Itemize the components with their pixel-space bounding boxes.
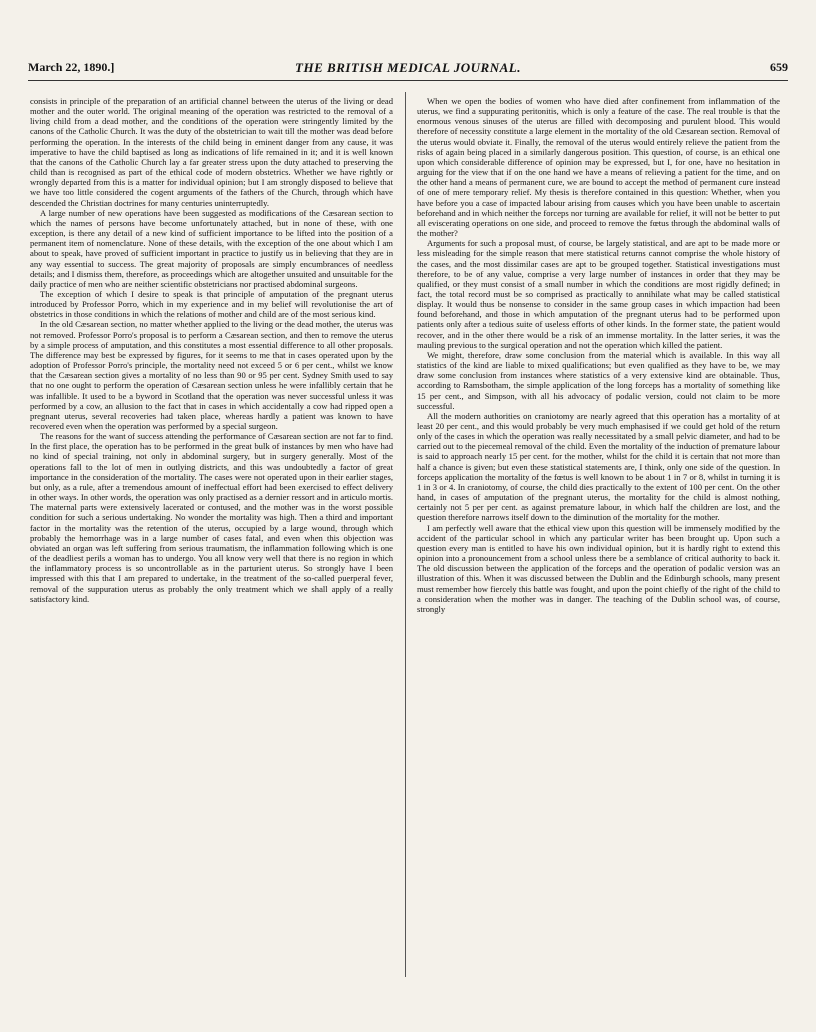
issue-date: March 22, 1890.] (28, 60, 115, 74)
left-column (30, 96, 393, 604)
journal-title: THE BRITISH MEDICAL JOURNAL. (295, 60, 521, 75)
paragraph: I am perfectly well aware that the ethical view upon this question will be immensely modified by the accident of the particular school in which any particular writer has been brought up. Upon such a question every man is entitled to have his own individual opinion, but it is hardly right to extend this opinion into a pronouncement from a school unless there be a semblance of critical authority to back it. The old discussion between the application of the forceps and the operation of podalic version was an illustration of this. When it was discussed between the Dublin and the Edinburgh schools, many present must remember how fiercely this battle was fought, and upon the point chiefly of the right of the child to a consideration when the mother was in danger. The teaching of the Dublin school was, of course, strongly (417, 522, 780, 614)
paragraph: We might, therefore, draw some conclusion from the material which is available. In this way all statistics of the kind are liable to mixed qualifications; but even qualified as they have to be, we may draw some conclusion from instances where statistics of a very extensive kind are obtainable. Thus, according to Ramsbotham, the simple application of the long forceps has a mortality of something like 15 per cent., and Simpson, with all his advocacy of podalic version, could not claim to be more successful. (417, 349, 780, 411)
right-column (417, 96, 780, 614)
page-number: 659 (770, 60, 788, 74)
paragraph: When we open the bodies of women who have died after confinement from inflammation of the uterus, we find a suppurating peritonitis, which is only a feature of the case. The real trouble is that the enormous venous sinuses of the uterus are filled with decomposing and purulent blood. This would therefore of necessity constitute a large element in the mortality of the old Cæsarean section. Removal of the uterus would obviate it. Finally, the removal of the uterus would entirely relieve the patient from the risks of again being placed in a similarly dangerous position. This question, of course, is an ethical one upon which considerable difference of opinion may be expressed, but I, for one, have no hesitation in arguing for the view that if on the one hand we have a means of relieving a patient for the time, and on the other hand a means of permanent cure, we are bound to accept the method of permanent cure instead of one of mere temporary relief. My thesis is therefore contained in this question: Whether, when you have before you a case of impacted labour arising from causes which you have been unable to ascertain beforehand and in which neither the forceps nor turning are available for relief, it will not be better to put all eviscerating operations on one side, and proceed to remove the fœtus through the abdominal walls of the mother? (417, 96, 780, 239)
paragraph: A large number of new operations have been suggested as modifications of the Cæsarean section to which the names of persons have become unfortunately attached, but in none of these, with one exception, is there any detail of a new kind of sufficient importance to be lifted into the position of a permanent item of nomenclature. None of these details, with the exception of the one about which I am about to speak, have proved of sufficient important in practice to justify us in believing that they are in any way essential to success. The great majority of proposals are simply encumbrances of needless details; and I dismiss them, therefore, as proceedings which are altogether unsuited and unsuitable for the daily practice of men who are neither scientific obstetricians nor practised abdominal surgeons. (30, 207, 393, 289)
paragraph: The reasons for the want of success attending the performance of Cæsarean section are not far to find. In the first place, the operation has to be performed in the great bulk of instances by men who have had no kind of special training, not only in abdominal surgery, but in surgery generally. Most of the operations fall to the lot of men in outlying districts, and this was undoubtedly a factor of great importance in the consideration of the mortality. The cases were not operated upon in their earlier stages, but only, as a rule, after a tremendous amount of ineffectual effort had been exercised to effect delivery in other ways. In other words, the operation was only practised as a dernier ressort and in articulo mortis. The maternal parts were extensively lacerated or contused, and the mother was in the worst possible condition for such a serious undertaking. No wonder the mortality was high. Then a third and important factor in the mortality was the retention of the uterus, occupied by a large wound, through which probably the hemorrhage was in a large number of cases fatal, and even when this objection was obviated an organ was left suffering from serious traumatism, the inflammation following which is one of the deadliest perils a woman has to undergo. You all know very well that there is no region in which the inflammatory process is so uncontrollable as in the parturient uterus. So strongly have I been impressed with this that I am prepared to undertake, in the treatment of the so-called puerperal fever, removal of the suppuration uterus as probably the only treatment which we shall apply of a really satisfactory kind. (30, 431, 393, 604)
column-divider (405, 92, 406, 977)
paragraph: The exception of which I desire to speak is that principle of amputation of the pregnant uterus introduced by Professor Porro, which in my experience and in my belief will revolutionise the art of obstetrics in those conditions in which the relations of mother and child are of the most serious kind. (30, 288, 393, 320)
running-header (28, 60, 788, 81)
paragraph: consists in principle of the preparation of an artificial channel between the uterus of the living or dead mother and the outer world. The original meaning of the operation was restricted to the removal of a living child from a dead mother, and the conditions of the operation were stringently limited by the canons of the Catholic Church. It was the duty of the obstetrician to wait till the mother was dead before performing the operation. In the interests of the child being in eminent danger from any cause, it was imperative to have the child baptised as long as indications of life remained in it; and it is well known that the canons of the Catholic Church lay a far greater stress upon the duty attached to preserving the child than is recognised as part of the ethical code of modern obstetrics. Whether we have rightly or wrongly departed from this is a matter for individual opinion; but I am strongly disposed to believe that we have too little considered the cogent arguments of the fathers of the Church, through which have descended the Christian doctrines for many centuries uninterruptedly. (30, 96, 393, 208)
paragraph: Arguments for such a proposal must, of course, be largely statistical, and are apt to be made more or less misleading for the simple reason that mere statistical returns cannot comprise the whole history of the cases, and the most dissimilar cases are apt to be grouped together. Statistical investigations must therefore, to be of any value, comprise a very large number of instances in order that they may be qualified, or they must consist of a small number in which the conditions are most rigidly defined; in fact, the total record must be so comprised as practically to annihilate what may be called statistical display. It would thus be nonsense to consider in the same group cases in which impaction had been found beforehand, and those in which amputation of the pregnant uterus had to be performed upon patients only after a tedious suite of useless efforts of other kinds. In the former state, the patient would recover, and in the other there would be a risk of an immense mortality. In the latter series, it was the mauling previous to the surgical operation and not the operation which killed the patient. (417, 238, 780, 350)
paragraph: In the old Cæsarean section, no matter whether applied to the living or the dead mother, the uterus was not removed. Professor Porro's proposal is to perform a Cæsarean section, and then to remove the uterus by a simple process of amputation, and this constitutes a most essential difference to all other proposals. The difference may best be expressed by figures, for it seems to me that in cases operated upon by the adoption of Professor Porro's principle, the mortality need not exceed 5 or 6 per cent., whilst we know that the Cæsarean section gives a mortality of no less than 90 or 95 per cent. Sydney Smith used to say that no one ought to perform the operation of Cæsarean section unless he were infallibly certain that he was infallible. It used to be a byword in Scotland that the operation was never successful unless it was performed by a cow, an allusion to the fact that in cases in which accidentally a cow had ripped open a pregnant uterus, several recoveries had taken place, whereas hardly a patient was known to have recovered even when the operation was performed by a special surgeon. (30, 319, 393, 431)
paragraph: All the modern authorities on craniotomy are nearly agreed that this operation has a mortality of at least 20 per cent., and this would probably be very much emphasised if we could get hold of the return only of the cases in which the operation was really necessitated by a small pelvic diameter, and had to be carried out to the piecemeal removal of the child. Even the mortality of the induction of premature labour is said to approach nearly 15 per cent. for the mother, whilst for the child it is certain that not more than half a chance is given; but even these statistical statements are, I think, only one side of the question. In forceps application the mortality of the fœtus is well known to be about 1 in 7 or 8, whilst in turning it is 1 in 3 or 4. In craniotomy, of course, the child dies practically to the extent of 100 per cent. On the other hand, in cases of amputation of the pregnant uterus, the mortality for the child is almost nothing, certainly not 5 per per cent. as against premature labour, in which half the children are lost, and the question therefore narrows itself down to the diminution of the mortality for the mother. (417, 410, 780, 523)
